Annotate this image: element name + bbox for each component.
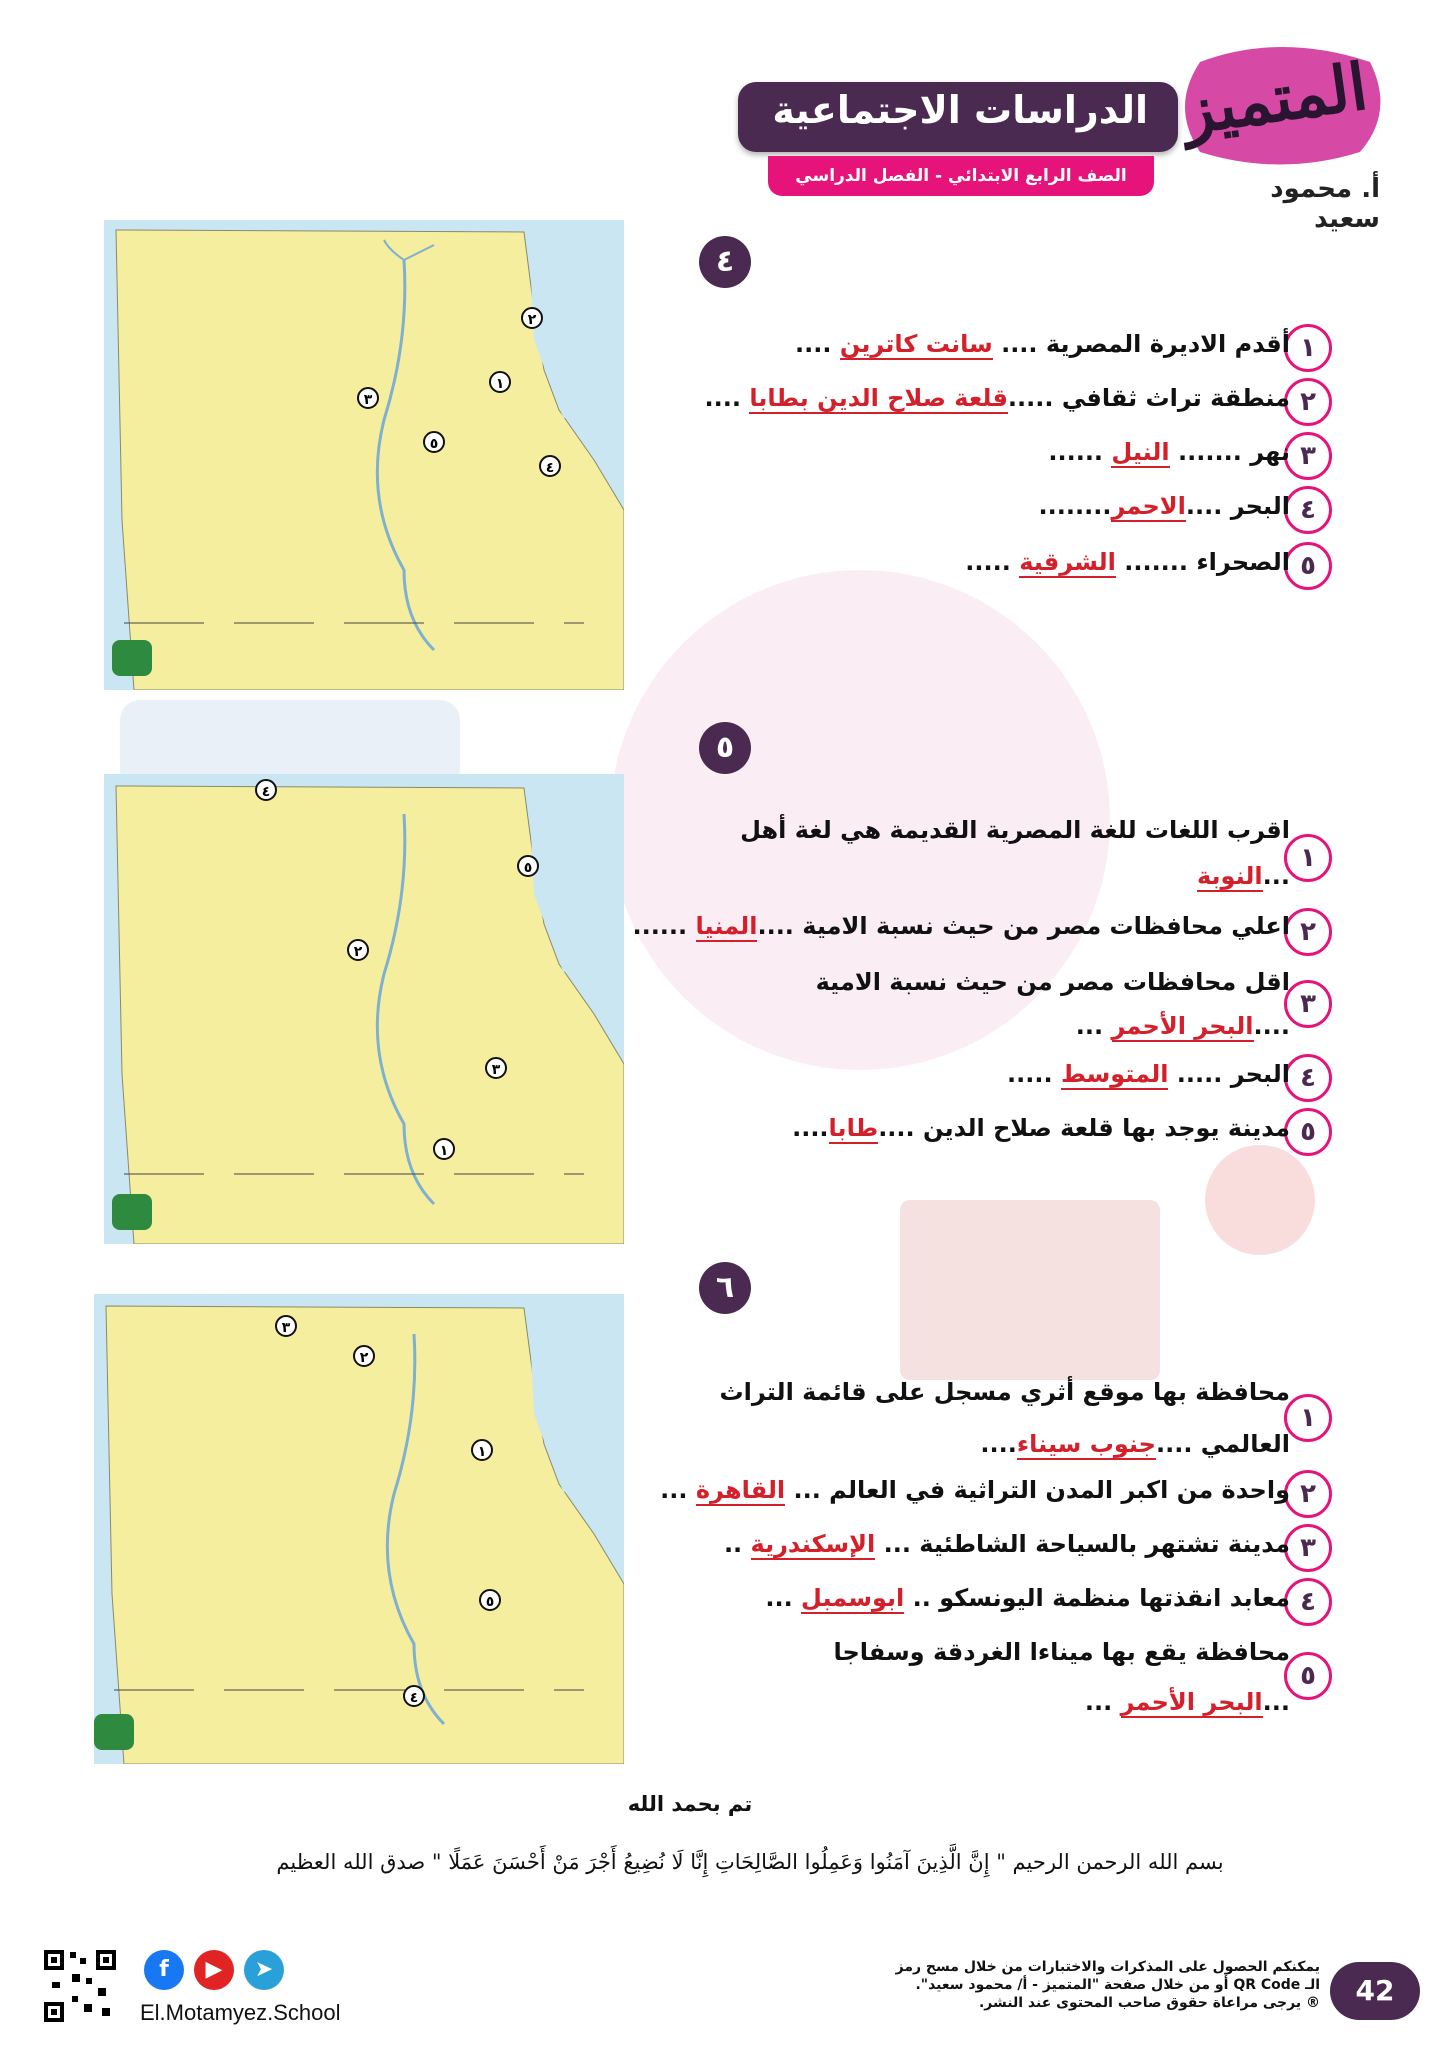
svg-text:٥: ٥ <box>429 436 439 452</box>
page-subtitle: الصف الرابع الابتدائي - الفصل الدراسي الثاني <box>768 156 1154 196</box>
question-number: ٣ <box>1284 432 1332 480</box>
question-text: محافظة يقع بها ميناءا الغردقة وسفاجا <box>833 1638 1290 1666</box>
question-text: مدينة تشتهر بالسياحة الشاطئية ... الإسكندرية .. <box>723 1530 1290 1558</box>
question-text: الصحراء ....... الشرقية ..... <box>965 548 1290 576</box>
answer-text: البحر الأحمر <box>1111 1012 1254 1040</box>
answer-text: النيل <box>1111 438 1170 466</box>
map-marker <box>256 780 276 800</box>
question-number: ٢ <box>1284 908 1332 956</box>
brand-logo: المتميز <box>1178 49 1372 150</box>
svg-text:٤: ٤ <box>545 460 555 476</box>
section-number-badge: ٦ <box>699 1262 751 1314</box>
map-logo-icon <box>112 640 152 676</box>
answer-text: جنوب سيناء <box>1016 1430 1156 1458</box>
quran-verse: بسم الله الرحمن الرحيم " إِنَّ الَّذِينَ آمَنُوا وَعَمِلُوا الصَّالِحَاتِ إِنَّا لَا نُضِيعُ أَجْرَ مَنْ أَحْسَنَ عَمَلًا " صدق الله العظيم <box>276 1850 1224 1874</box>
question-number: ١ <box>1284 834 1332 882</box>
svg-text:٢: ٢ <box>527 312 537 328</box>
svg-text:٥: ٥ <box>485 1594 495 1610</box>
qr-code-icon[interactable] <box>42 1948 118 2024</box>
svg-text:٢: ٢ <box>359 1350 369 1366</box>
answer-text: قلعة صلاح الدين بطابا <box>749 384 1008 412</box>
telegram-icon[interactable]: ➤ <box>244 1950 284 1990</box>
svg-text:٣: ٣ <box>491 1062 501 1078</box>
question-number: ٤ <box>1284 1578 1332 1626</box>
question-text: البحر ....الاحمر........ <box>1038 492 1290 520</box>
question-number: ٥ <box>1284 1108 1332 1156</box>
question-text: اعلي محافظات مصر من حيث نسبة الامية ....المنيا ...... <box>632 912 1290 940</box>
question-text: مدينة يوجد بها قلعة صلاح الدين ....طابا.... <box>792 1114 1290 1142</box>
question-text: محافظة بها موقع أثري مسجل على قائمة التراث <box>719 1378 1290 1406</box>
answer-text: النوبة <box>1196 862 1263 890</box>
question-number: ٣ <box>1284 980 1332 1028</box>
question-text: العالمي ....جنوب سيناء.... <box>980 1430 1290 1458</box>
svg-text:٥: ٥ <box>523 860 533 876</box>
map-marker <box>518 856 538 876</box>
question-number: ٥ <box>1284 542 1332 590</box>
egypt-map <box>94 1294 624 1764</box>
svg-text:٣: ٣ <box>281 1320 291 1336</box>
footer-note: يمكنكم الحصول على المذكرات والاختبارات من خلال مسح رمز الـ QR Code أو من خلال صفحة "المتميز - أ/ محمود سعيد". ® يرجى مراعاة حقوق صاحب المحتوى عند النشر. <box>895 1959 1320 2011</box>
map-logo-icon <box>112 1194 152 1230</box>
question-number: ٢ <box>1284 1470 1332 1518</box>
answer-text: الشرقية <box>1019 548 1116 576</box>
question-text: البحر ..... المتوسط ..... <box>1007 1060 1290 1088</box>
answer-text: البحر الأحمر <box>1120 1688 1263 1716</box>
answer-text: سانت كاترين <box>839 330 993 358</box>
map-marker <box>490 372 510 392</box>
answer-text: الاحمر <box>1111 492 1186 520</box>
svg-text:١: ١ <box>439 1143 449 1159</box>
question-text: نهر ....... النيل ...... <box>1048 438 1290 466</box>
map-marker <box>522 308 542 328</box>
question-text: ...النوبة <box>1196 862 1290 890</box>
map-logo-icon <box>94 1714 134 1750</box>
question-text: أقدم الاديرة المصرية .... سانت كاترين .... <box>794 330 1290 358</box>
question-text: اقل محافظات مصر من حيث نسبة الامية ....البحر الأحمر ... <box>815 968 1290 1040</box>
question-number: ٤ <box>1284 486 1332 534</box>
section-number-badge: ٥ <box>699 722 751 774</box>
question-number: ٢ <box>1284 378 1332 426</box>
answer-text: الإسكندرية <box>750 1530 876 1558</box>
map-marker <box>472 1440 492 1460</box>
map-marker <box>348 940 368 960</box>
map-marker <box>404 1686 424 1706</box>
answer-text: المنيا <box>695 912 758 940</box>
question-number: ٣ <box>1284 1524 1332 1572</box>
svg-text:١: ١ <box>495 376 505 392</box>
youtube-icon[interactable]: ▶ <box>194 1950 234 1990</box>
question-number: ١ <box>1284 324 1332 372</box>
facebook-icon[interactable]: f <box>144 1950 184 1990</box>
map-marker <box>276 1316 296 1336</box>
page-title: الدراسات الاجتماعية <box>772 88 1148 132</box>
page-number: 42 <box>1330 1962 1420 2020</box>
map-marker <box>434 1139 454 1159</box>
map-marker <box>358 388 378 408</box>
map-marker <box>424 432 444 452</box>
svg-text:١: ١ <box>477 1444 487 1460</box>
answer-text: ابوسمبل <box>801 1584 905 1612</box>
answer-text: طابا <box>828 1114 879 1142</box>
answer-text: القاهرة <box>695 1476 786 1504</box>
egypt-map <box>104 774 624 1244</box>
svg-text:٢: ٢ <box>353 944 363 960</box>
question-text: معابد انقذتها منظمة اليونسكو .. ابوسمبل ... <box>765 1584 1290 1612</box>
school-name: El.Motamyez.School <box>140 2000 341 2025</box>
question-text: منطقة تراث ثقافي .....قلعة صلاح الدين بطابا .... <box>704 384 1290 412</box>
question-text: اقرب اللغات للغة المصرية القديمة هي لغة أهل <box>740 816 1290 844</box>
map-marker <box>354 1346 374 1366</box>
map-marker <box>480 1590 500 1610</box>
question-text: واحدة من اكبر المدن التراثية في العالم ... القاهرة ... <box>660 1476 1290 1504</box>
answer-text: المتوسط <box>1060 1060 1169 1088</box>
egypt-map <box>104 220 624 690</box>
question-number: ١ <box>1284 1394 1332 1442</box>
svg-text:٣: ٣ <box>363 392 373 408</box>
question-number: ٤ <box>1284 1054 1332 1102</box>
author-name: أ. محمود سعيد <box>1270 174 1380 234</box>
question-number: ٥ <box>1284 1652 1332 1700</box>
question-text: ...البحر الأحمر ... <box>1084 1688 1290 1716</box>
map-marker <box>486 1058 506 1078</box>
svg-text:٤: ٤ <box>261 784 271 800</box>
svg-text:٤: ٤ <box>409 1690 419 1706</box>
closing-text: تم بحمد الله <box>627 1792 753 1816</box>
section-number-badge: ٤ <box>699 236 751 288</box>
map-marker <box>540 456 560 476</box>
